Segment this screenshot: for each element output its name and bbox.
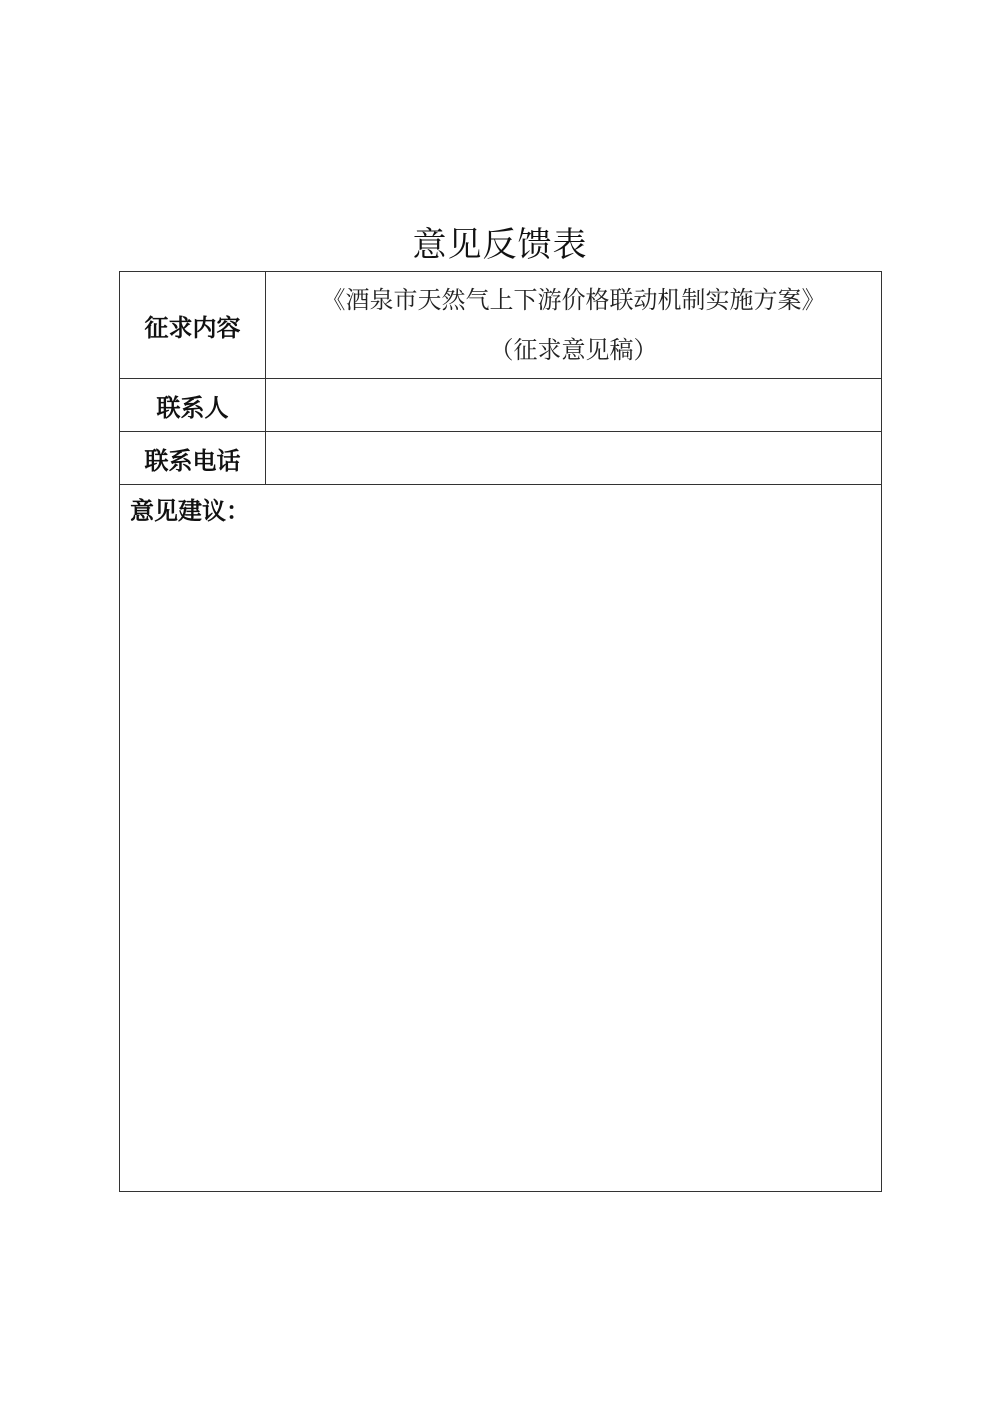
feedback-form-table [119, 271, 882, 1192]
contact-field[interactable] [266, 379, 882, 432]
content-value [266, 272, 882, 379]
phone-label: 联系电话 [120, 432, 266, 485]
table-row-opinion [120, 485, 882, 1192]
phone-field[interactable] [266, 432, 882, 485]
table-row-phone [120, 432, 882, 485]
contact-label: 联系人 [120, 379, 266, 432]
content-subtitle-line: （征求意见稿） [489, 336, 658, 364]
opinion-label: 意见建议： [130, 497, 250, 525]
table-row-content [120, 272, 882, 379]
opinion-field[interactable] [120, 485, 882, 1192]
content-label: 征求内容 [120, 272, 266, 379]
page-title: 意见反馈表 [412, 225, 588, 265]
table-row-contact [120, 379, 882, 432]
content-title-line: 《酒泉市天然气上下游价格联动机制实施方案》 [321, 286, 826, 314]
